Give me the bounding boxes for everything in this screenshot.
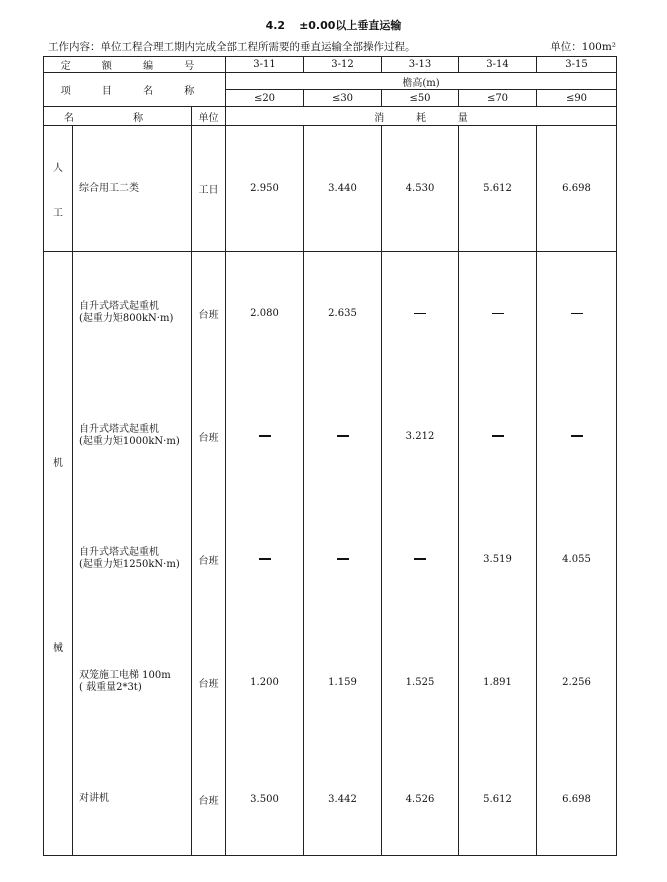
height-cell: ≤30 bbox=[304, 90, 382, 107]
dash-mark bbox=[571, 313, 583, 315]
value-cell: 1.525 bbox=[382, 621, 459, 744]
code-cell: 3-13 bbox=[382, 57, 459, 73]
value-cell: 1.200 bbox=[226, 621, 304, 744]
value-cell: 4.055 bbox=[537, 498, 617, 621]
value-cell: 6.698 bbox=[537, 744, 617, 856]
unit-label: 单位 bbox=[192, 107, 226, 126]
header-row-eave bbox=[44, 73, 617, 90]
value-cell bbox=[304, 375, 382, 498]
work-content: 工作内容：单位工程合理工期内完成全部工程所需要的垂直运输全部操作过程。 bbox=[48, 41, 416, 53]
header-row-codes bbox=[44, 57, 617, 73]
item-name: 双笼施工电梯 100m ( 载重量2*3t) bbox=[73, 621, 192, 744]
value-cell bbox=[459, 252, 537, 375]
value-cell: 1.891 bbox=[459, 621, 537, 744]
name-label: 名 称 bbox=[44, 107, 192, 126]
code-cell: 3-14 bbox=[459, 57, 537, 73]
value-cell: 5.612 bbox=[459, 744, 537, 856]
eave-height-label: 檐高(m) bbox=[226, 73, 617, 90]
category-machine: 机 械 bbox=[44, 252, 73, 856]
height-cell: ≤20 bbox=[226, 90, 304, 107]
dash-mark bbox=[492, 313, 504, 315]
value-cell bbox=[382, 498, 459, 621]
value-cell bbox=[382, 252, 459, 375]
value-cell: 2.080 bbox=[226, 252, 304, 375]
value-cell: 1.159 bbox=[304, 621, 382, 744]
section-title: ±0.00以上垂直运输 bbox=[299, 19, 402, 32]
code-cell: 3-11 bbox=[226, 57, 304, 73]
quota-no-label: 定 额 编 号 bbox=[44, 57, 226, 73]
value-cell: 3.212 bbox=[382, 375, 459, 498]
dash-mark bbox=[337, 558, 349, 560]
value-cell: 2.635 bbox=[304, 252, 382, 375]
item-name: 自升式塔式起重机 (起重力矩800kN·m) bbox=[73, 252, 192, 375]
unit-note: 单位：100m² bbox=[550, 41, 616, 53]
dash-mark bbox=[571, 435, 583, 437]
value-cell: 3.440 bbox=[304, 126, 382, 252]
item-name-label: 项 目 名 称 bbox=[44, 73, 226, 107]
dash-mark bbox=[337, 435, 349, 437]
work-content-line bbox=[48, 39, 616, 54]
item-name: 对讲机 bbox=[73, 744, 192, 856]
dash-mark bbox=[259, 558, 271, 560]
dash-mark bbox=[414, 313, 426, 315]
height-cell: ≤90 bbox=[537, 90, 617, 107]
value-cell bbox=[537, 252, 617, 375]
dash-mark bbox=[414, 558, 426, 560]
value-cell bbox=[304, 498, 382, 621]
code-cell: 3-15 bbox=[537, 57, 617, 73]
consumption-label: 消 耗 量 bbox=[226, 107, 617, 126]
dash-mark bbox=[492, 435, 504, 437]
dash-mark bbox=[259, 435, 271, 437]
value-cell bbox=[459, 375, 537, 498]
value-cell: 6.698 bbox=[537, 126, 617, 252]
table-row bbox=[44, 498, 617, 621]
quota-table bbox=[43, 56, 617, 856]
height-cell: ≤70 bbox=[459, 90, 537, 107]
category-labor: 人 工 bbox=[44, 126, 73, 252]
value-cell: 2.256 bbox=[537, 621, 617, 744]
value-cell: 4.526 bbox=[382, 744, 459, 856]
value-cell: 3.519 bbox=[459, 498, 537, 621]
item-name: 自升式塔式起重机 (起重力矩1000kN·m) bbox=[73, 375, 192, 498]
item-unit: 台班 bbox=[192, 252, 226, 375]
table-row bbox=[44, 744, 617, 856]
value-cell: 4.530 bbox=[382, 126, 459, 252]
item-unit: 台班 bbox=[192, 744, 226, 856]
item-name: 综合用工二类 bbox=[73, 126, 192, 252]
section-number: 4.2 bbox=[265, 19, 286, 32]
item-unit: 台班 bbox=[192, 621, 226, 744]
value-cell bbox=[226, 375, 304, 498]
table-row bbox=[44, 621, 617, 744]
value-cell: 5.612 bbox=[459, 126, 537, 252]
item-name: 自升式塔式起重机 (起重力矩1250kN·m) bbox=[73, 498, 192, 621]
page-title bbox=[0, 17, 667, 33]
height-cell: ≤50 bbox=[382, 90, 459, 107]
item-unit: 台班 bbox=[192, 498, 226, 621]
code-cell: 3-12 bbox=[304, 57, 382, 73]
value-cell: 3.442 bbox=[304, 744, 382, 856]
table-row bbox=[44, 375, 617, 498]
value-cell bbox=[226, 498, 304, 621]
item-unit: 工日 bbox=[192, 126, 226, 252]
value-cell bbox=[537, 375, 617, 498]
table-row bbox=[44, 126, 617, 252]
table-row bbox=[44, 252, 617, 375]
value-cell: 3.500 bbox=[226, 744, 304, 856]
header-row-names bbox=[44, 107, 617, 126]
value-cell: 2.950 bbox=[226, 126, 304, 252]
item-unit: 台班 bbox=[192, 375, 226, 498]
